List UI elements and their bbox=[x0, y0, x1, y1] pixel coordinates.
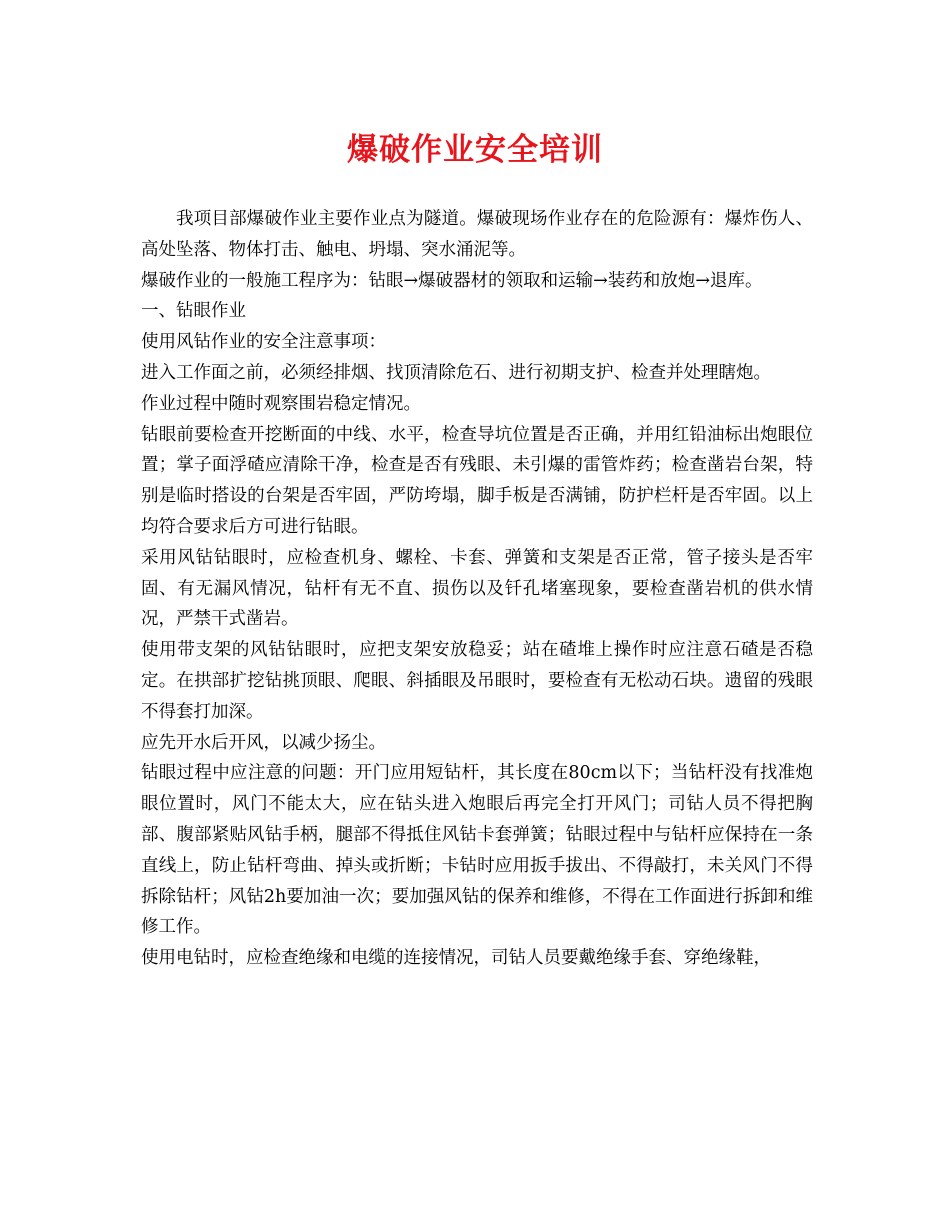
document-title: 爆破作业安全培训 bbox=[347, 132, 603, 168]
paragraph: 采用风钻钻眼时，应检查机身、螺栓、卡套、弹簧和支架是否正常，管子接头是否牢固、有无漏风情况，钻杆有无不直、损伤以及钎孔堵塞现象，要检查凿岩机的供水情况，严禁干式凿岩。 bbox=[141, 547, 813, 630]
paragraph: 我项目部爆破作业主要作业点为隧道。爆破现场作业存在的危险源有：爆炸伤人、高处坠落、物体打击、触电、坍塌、突水涌泥等。 bbox=[141, 209, 813, 260]
paragraph: 使用风钻作业的安全注意事项： bbox=[141, 332, 386, 353]
paragraph: 进入工作面之前，必须经排烟、找顶清除危石、进行初期支护、检查并处理瞎炮。 bbox=[141, 362, 771, 383]
paragraph: 一、钻眼作业 bbox=[141, 301, 246, 322]
document-body bbox=[141, 204, 813, 974]
paragraph: 作业过程中随时观察围岩稳定情况。 bbox=[141, 393, 421, 414]
paragraph: 使用电钻时，应检查绝缘和电缆的连接情况，司钻人员要戴绝缘手套、穿绝缘鞋， bbox=[141, 948, 771, 969]
paragraph: 爆破作业的一般施工程序为：钻眼→爆破器材的领取和运输→装药和放炮→退库。 bbox=[141, 270, 763, 291]
paragraph: 使用带支架的风钻钻眼时，应把支架安放稳妥；站在碴堆上操作时应注意石碴是否稳定。在拱部扩挖钻挑顶眼、爬眼、斜插眼及吊眼时，要检查有无松动石块。遗留的残眼不得套打加深。 bbox=[141, 640, 813, 722]
paragraph: 应先开水后开风，以减少扬尘。 bbox=[141, 732, 386, 753]
paragraph: 钻眼前要检查开挖断面的中线、水平，检查导坑位置是否正确，并用红铅油标出炮眼位置；掌子面浮碴应清除干净，检查是否有残眼、未引爆的雷管炸药；检查凿岩台架，特别是临时搭设的台架是否牢固，严防垮塌，脚手板是否满铺，防护栏杆是否牢固。以上均符合要求后方可进行钻眼。 bbox=[141, 424, 813, 537]
paragraph: 钻眼过程中应注意的问题：开门应用短钻杆，其长度在80cm以下；当钻杆没有找准炮眼位置时，风门不能太大，应在钻头进入炮眼后再完全打开风门；司钻人员不得把胸部、腹部紧贴风钻手柄，腿部不得抵住风钻卡套弹簧；钻眼过程中与钻杆应保持在一条直线上，防止钻杆弯曲、掉头或折断；卡钻时应用扳手拔出、不得敲打，未关风门不得拆除钻杆；风钻2h要加油一次；要加强风钻的保养和维修，不得在工作面进行拆卸和维修工作。 bbox=[141, 763, 813, 938]
